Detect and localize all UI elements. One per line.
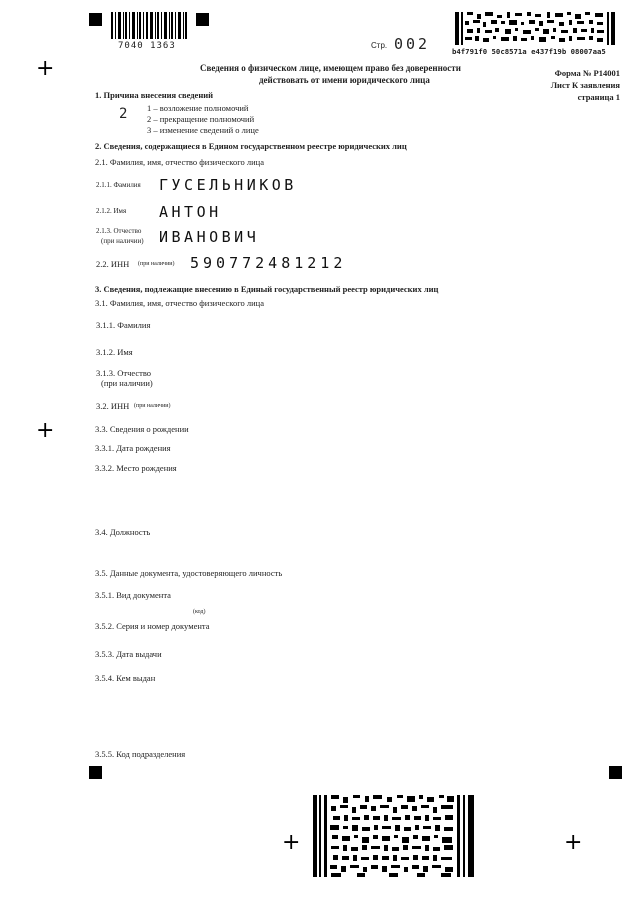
form-page: страница 1	[577, 92, 620, 102]
registration-mark	[196, 13, 209, 26]
reason-value: 2	[119, 106, 128, 122]
surname-value: ГУСЕЛЬНИКОВ	[159, 176, 297, 194]
section1-heading: 1. Причина внесения сведений	[95, 90, 214, 100]
doc-series-label: 3.5.2. Серия и номер документа	[95, 621, 210, 631]
barcode-icon	[111, 12, 187, 39]
form-number: Форма № Р14001	[554, 68, 620, 78]
doc-code-note: (код)	[193, 609, 206, 615]
hash-code: b4f791f0 50c8571a e437f19b 08007aa5	[452, 47, 606, 56]
birth-heading: 3.3. Сведения о рождении	[95, 424, 189, 434]
barcode-number: 7040 1363	[118, 41, 176, 51]
position-label: 3.4. Должность	[95, 527, 151, 537]
section3-heading: 3. Сведения, подлежащие внесению в Единый государственный реестр юридических лиц	[95, 284, 439, 294]
new-name-label: 3.1.2. Имя	[96, 347, 133, 357]
doc-heading: 3.5. Данные документа, удостоверяющего личность	[95, 568, 283, 578]
registration-mark	[609, 766, 622, 779]
page-title-line1: Сведения о физическом лице, имеющем право без доверенности	[200, 63, 461, 73]
registration-mark	[89, 766, 102, 779]
section2-sub: 2.1. Фамилия, имя, отчество физического лица	[95, 157, 264, 167]
page-number: 002	[394, 35, 431, 53]
crosshair-icon: +	[282, 830, 301, 855]
doc-date-label: 3.5.3. Дата выдачи	[95, 649, 162, 659]
name-label: 2.1.2. Имя	[96, 207, 127, 215]
new-patronymic-label: 3.1.3. Отчество	[96, 368, 152, 378]
doc-issuer-label: 3.5.4. Кем выдан	[95, 673, 156, 683]
reason-option: 3 – изменение сведений о лице	[147, 125, 259, 135]
birth-date-label: 3.3.1. Дата рождения	[95, 443, 171, 453]
section2-heading: 2. Сведения, содержащиеся в Едином государственном реестре юридических лиц	[95, 141, 407, 151]
barcode-2d-icon	[313, 795, 474, 877]
patronymic-value: ИВАНОВИЧ	[159, 228, 260, 246]
new-patronymic-note: (при наличии)	[101, 378, 153, 388]
doc-type-label: 3.5.1. Вид документа	[95, 590, 171, 600]
new-inn-note: (при наличии)	[134, 403, 171, 409]
section3-sub: 3.1. Фамилия, имя, отчество физического лица	[95, 298, 264, 308]
surname-label: 2.1.1. Фамилия	[96, 181, 141, 189]
page-label: Стр.	[371, 41, 388, 50]
crosshair-icon: +	[36, 418, 55, 443]
new-inn-label: 3.2. ИНН	[96, 401, 130, 411]
birth-place-label: 3.3.2. Место рождения	[95, 463, 177, 473]
name-value: АНТОН	[159, 203, 222, 221]
inn-value: 590772481212	[190, 254, 347, 272]
patronymic-note: (при наличии)	[101, 237, 144, 245]
crosshair-icon: +	[36, 56, 55, 81]
registration-mark	[89, 13, 102, 26]
new-surname-label: 3.1.1. Фамилия	[96, 320, 151, 330]
crosshair-icon: +	[564, 830, 583, 855]
inn-label: 2.2. ИНН	[96, 259, 130, 269]
form-sheet: Лист К заявления	[550, 80, 620, 90]
page-title-line2: действовать от имени юридического лица	[259, 75, 430, 85]
patronymic-label: 2.1.3. Отчество	[96, 227, 142, 235]
doc-dept-label: 3.5.5. Код подразделения	[95, 749, 186, 759]
reason-option: 2 – прекращение полномочий	[147, 114, 255, 124]
reason-option: 1 – возложение полномочий	[147, 103, 249, 113]
inn-note: (при наличии)	[138, 261, 175, 267]
barcode-2d-icon	[455, 12, 615, 45]
